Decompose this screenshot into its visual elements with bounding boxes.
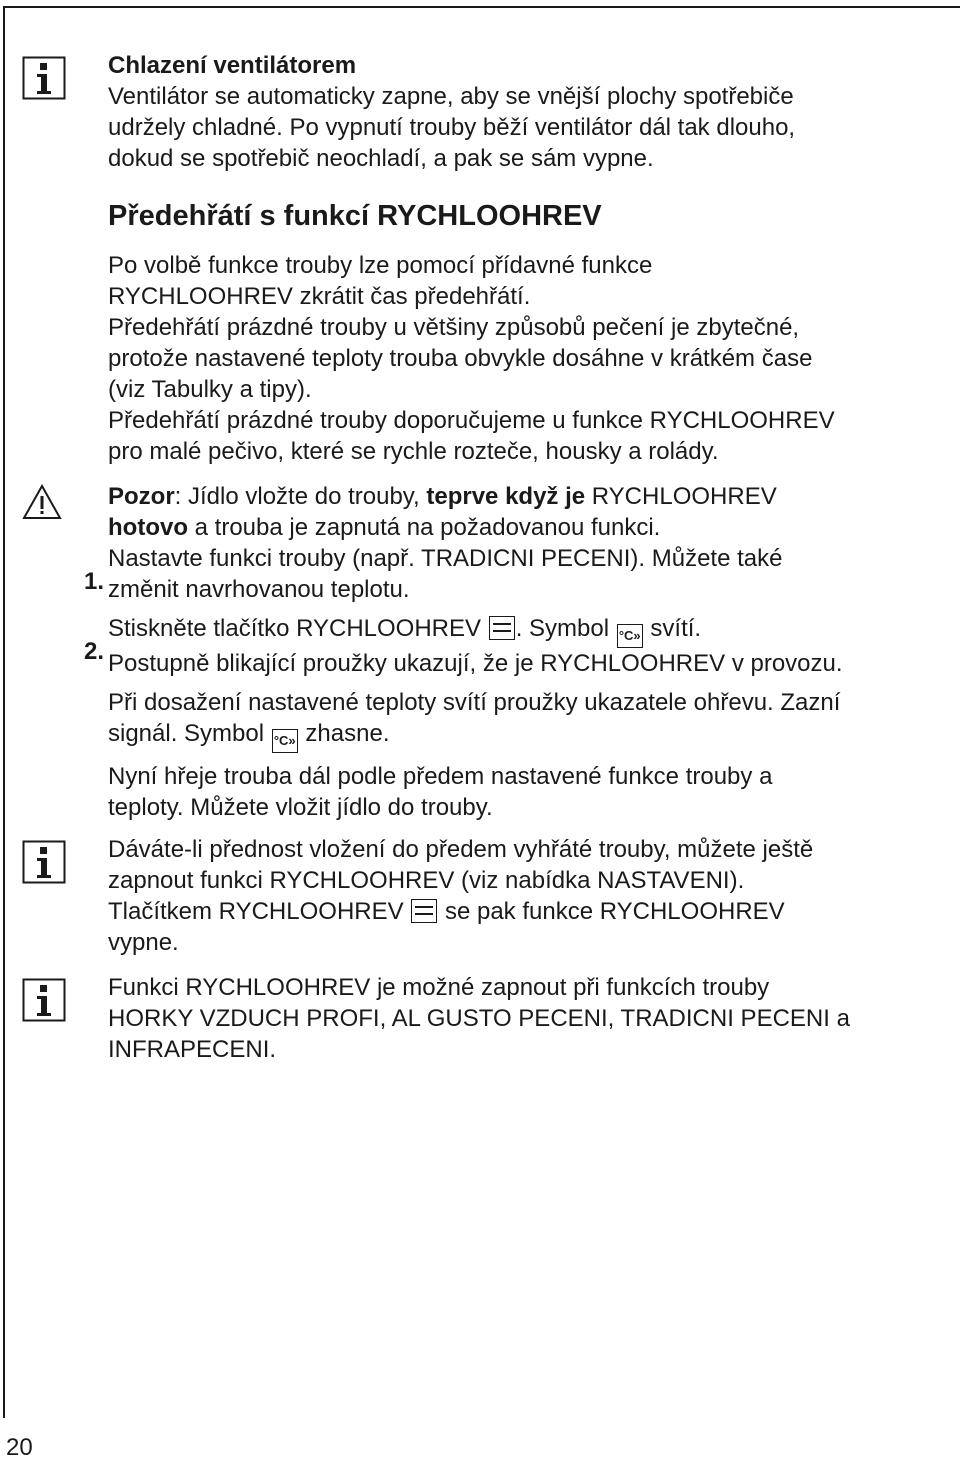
warning-note	[83, 481, 938, 823]
functions-note	[108, 972, 938, 1065]
rapid-heat-symbol-icon: °C»	[617, 624, 643, 648]
paragraph-line: Ventilátor se automaticky zapne, aby se vnější plochy spotřebiče	[108, 83, 794, 110]
page-number: 20	[6, 1434, 33, 1461]
paragraph-line: protože nastavené teploty trouba obvykle dosáhne v krátkém čase	[108, 345, 813, 372]
step-text: Stiskněte tlačítko RYCHLOOHREV	[108, 615, 482, 642]
info-icon	[22, 840, 66, 884]
fan-cooling-section	[108, 50, 938, 174]
paragraph-line: (viz Tabulky a tipy).	[108, 376, 312, 403]
paragraph-line: teploty. Můžete vložit jídlo do trouby.	[108, 794, 493, 821]
paragraph-line: Předehřátí prázdné trouby doporučujeme u funkce RYCHLOOHREV	[108, 407, 835, 434]
fan-cooling-title: Chlazení ventilátorem	[108, 52, 357, 79]
warning-label: Pozor	[108, 483, 175, 510]
step-text: Postupně blikající proužky ukazují, že je RYCHLOOHREV v provozu.	[108, 650, 843, 677]
warning-icon	[22, 484, 62, 520]
step-text: svítí.	[650, 615, 702, 642]
paragraph-line: Nyní hřeje trouba dál podle předem nastavené funkce trouby a	[108, 763, 773, 790]
paragraph-line: RYCHLOOHREV zkrátit čas předehřátí.	[108, 283, 531, 310]
info-icon	[22, 56, 66, 100]
step-text: změnit navrhovanou teplotu.	[108, 576, 410, 603]
warning-text: : Jídlo vložte do trouby,	[174, 483, 427, 510]
warning-line	[108, 481, 938, 512]
paragraph-line: Dáváte-li přednost vložení do předem vyhřáté trouby, můžete ještě	[108, 836, 814, 863]
warning-emphasis: hotovo	[108, 514, 188, 541]
section-heading: Předehřátí s funkcí RYCHLOOHREV	[108, 200, 602, 232]
warning-emphasis: teprve když je	[426, 483, 586, 510]
warning-line	[108, 512, 938, 543]
left-border	[3, 6, 5, 1418]
step-text: . Symbol	[515, 615, 610, 642]
paragraph-line: Při dosažení nastavené teploty svítí proužky ukazatele ohřevu. Zazní	[108, 689, 841, 716]
schnell-heizen-icon	[411, 899, 437, 923]
paragraph-text: se pak funkce RYCHLOOHREV	[444, 898, 785, 925]
paragraph-line: zapnout funkci RYCHLOOHREV (viz nabídka NASTAVENI).	[108, 867, 745, 894]
step-number: 2.	[83, 638, 104, 665]
warning-text: RYCHLOOHREV	[585, 483, 777, 510]
step-text: Nastavte funkci trouby (např. TRADICNI PECENI). Můžete také	[108, 545, 783, 572]
paragraph-line	[108, 718, 938, 753]
paragraph-line	[108, 896, 938, 927]
paragraph-text: zhasne.	[305, 720, 390, 747]
info-icon	[22, 978, 66, 1022]
paragraph-line: INFRAPECENI.	[108, 1036, 277, 1063]
paragraph-text: Tlačítkem RYCHLOOHREV	[108, 898, 404, 925]
warning-text: a trouba je zapnutá na požadovanou funkci.	[187, 514, 661, 541]
preheat-note	[108, 834, 938, 958]
paragraph-line: udržely chladné. Po vypnutí trouby běží ventilátor dál tak dlouho,	[108, 114, 796, 141]
paragraph-line: dokud se spotřebič neochladí, a pak se sám vypne.	[108, 145, 654, 172]
paragraph-line: pro malé pečivo, které se rychle rozteče, housky a rolády.	[108, 438, 719, 465]
paragraph-line: HORKY VZDUCH PROFI, AL GUSTO PECENI, TRADICNI PECENI a	[108, 1005, 850, 1032]
rapid-heat-symbol-icon: °C»	[272, 729, 298, 753]
paragraph-text: signál. Symbol	[108, 720, 265, 747]
preheat-body	[108, 250, 938, 467]
schnell-heizen-icon	[489, 616, 515, 640]
paragraph-line: Po volbě funkce trouby lze pomocí přídavné funkce	[108, 252, 653, 279]
top-border	[3, 6, 960, 8]
paragraph-line: vypne.	[108, 929, 179, 956]
paragraph-line: Předehřátí prázdné trouby u většiny způsobů pečení je zbytečné,	[108, 314, 800, 341]
step-number: 1.	[83, 568, 104, 595]
paragraph-line: Funkci RYCHLOOHREV je možné zapnout při funkcích trouby	[108, 974, 770, 1001]
